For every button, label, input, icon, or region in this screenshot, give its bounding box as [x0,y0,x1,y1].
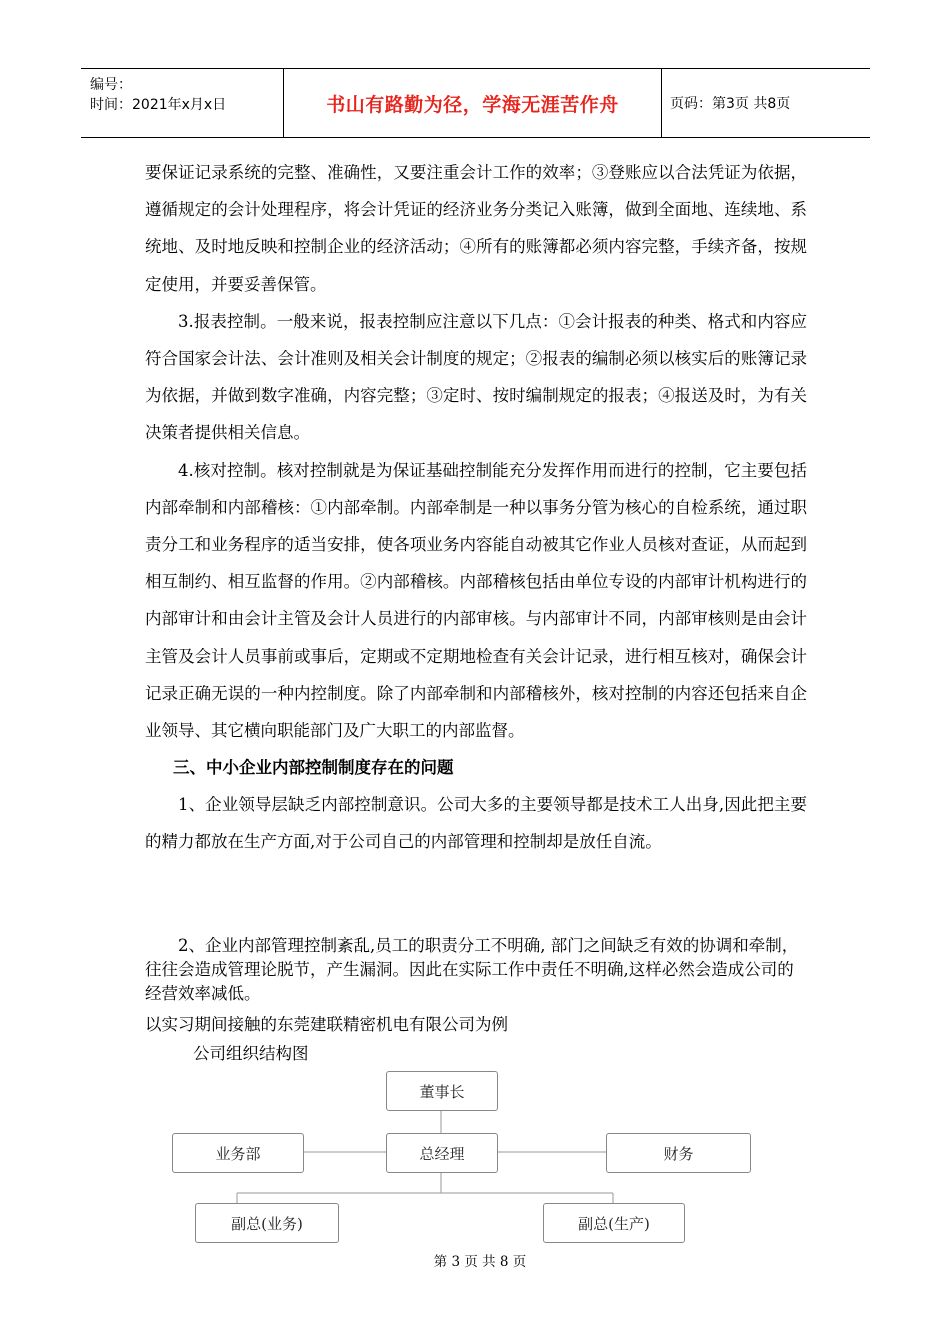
org-node-vp-production: 副总(生产) [543,1203,685,1243]
paragraph: 3.报表控制。一般来说，报表控制应注意以下几点：①会计报表的种类、格式和内容应符合国家会计法、会计准则及相关会计制度的规定；②报表的编制必须以核实后的账簿记录为依据，并做到数字准确，内容完整；③定时、按时编制规定的报表；④报送及时，为有关决策者提供相关信息。 [145,311,807,443]
date-label: 时间：2021年x月x日 [90,97,227,113]
org-chart-caption: 公司组织结构图 [193,1044,309,1063]
org-node-sales-dept: 业务部 [172,1133,304,1173]
paragraph: 1、企业领导层缺乏内部控制意识。公司大多的主要领导都是技术工人出身,因此把主要的精力都放在生产方面,对于公司自己的内部管理和控制却是放任自流。 [145,795,807,852]
motto-text: 书山有路勤为径，学海无涯苦作舟 [326,93,619,116]
paragraph: 要保证记录系统的完整、准确性，又要注重会计工作的效率；③登账应以合法凭证为依据，遵循规定的会计处理程序，将会计凭证的经济业务分类记入账簿，做到全面地、连续地、系统地、及时地反映和控制企业的经济活动；④所有的账簿都必须内容完整，手续齐备，按规定使用，并要妥善保管。 [145,163,807,294]
number-label: 编号： [90,77,132,93]
header-motto-cell [284,69,662,137]
page-header [81,68,870,138]
page-number-label: 页码：第3页 共8页 [670,96,791,112]
paragraph: 2、企业内部管理控制紊乱,员工的职责分工不明确, 部门之间缺乏有效的协调和牵制，往往会造成管理论脱节，产生漏洞。因此在实际工作中责任不明确,这样必然会造成公司的经营效率减低。 [145,936,799,1003]
header-meta-cell [81,69,284,137]
section-heading: 三、中小企业内部控制制度存在的问题 [173,758,454,778]
paragraph: 4.核对控制。核对控制就是为保证基础控制能充分发挥作用而进行的控制，它主要包括内部牵制和内部稽核：①内部牵制。内部牵制是一种以事务分管为核心的自检系统，通过职责分工和业务程序的适当安排，使各项业务内容能自动被其它作业人员核对查证，从而起到相互制约、相互监督的作用。②内部稽核。内部稽核包括由单位专设的内部审计机构进行的内部审计和由会计主管及会计人员进行的内部审核。与内部审计不同，内部审核则是由会计主管及会计人员事前或事后，定期或不定期地检查有关会计记录，进行相互核对，确保会计记录正确无误的一种内控制度。除了内部牵制和内部稽核外，核对控制的内容还包括来自企业领导、其它横向职能部门及广大职工的内部监督。 [145,460,807,741]
org-node-finance: 财务 [606,1133,751,1173]
document-body [145,154,807,861]
example-line: 以实习期间接触的东莞建联精密机电有限公司为例 [145,1015,508,1034]
org-node-general-manager: 总经理 [386,1133,498,1173]
org-node-chairman: 董事长 [386,1071,498,1111]
org-node-vp-sales: 副总(业务) [195,1203,339,1243]
page-footer: 第 3 页 共 8 页 [433,1254,527,1270]
